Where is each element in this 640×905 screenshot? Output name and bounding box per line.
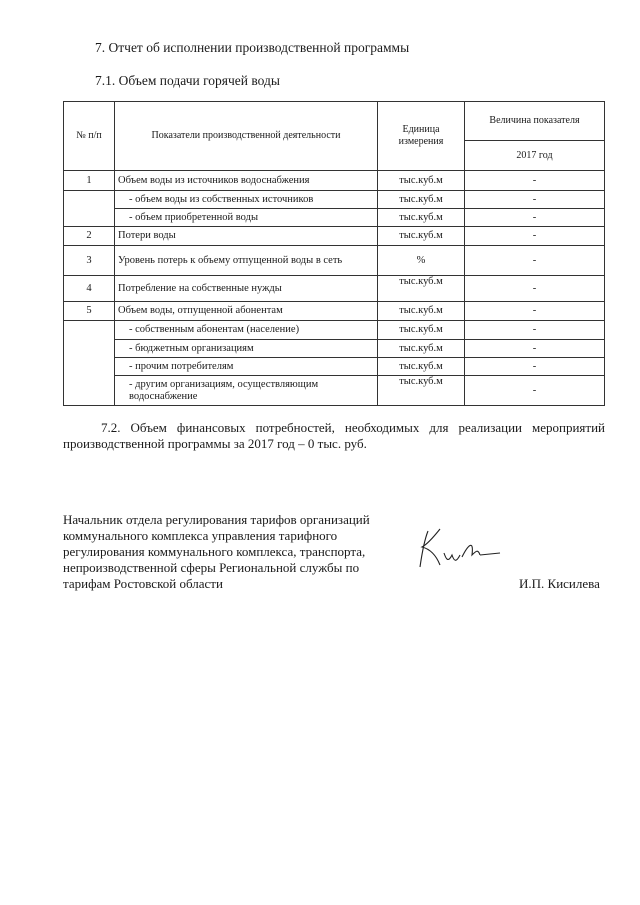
row-unit: тыс.куб.м (378, 358, 465, 376)
row-indicator: - бюджетным организациям (115, 340, 378, 358)
table-row (64, 227, 605, 246)
row-value: - (465, 358, 605, 376)
row-indicator: Потребление на собственные нужды (115, 276, 378, 302)
table-row (64, 376, 605, 406)
row-unit: тыс.куб.м (378, 276, 465, 302)
row-value: - (465, 276, 605, 302)
table-row (64, 302, 605, 321)
table-row (64, 321, 605, 340)
row-value: - (465, 340, 605, 358)
row-unit: тыс.куб.м (378, 340, 465, 358)
row-num: 1 (64, 171, 115, 191)
row-unit: тыс.куб.м (378, 321, 465, 340)
table-row (64, 340, 605, 358)
row-unit: тыс.куб.м (378, 227, 465, 246)
row-unit: тыс.куб.м (378, 171, 465, 191)
signatory-name: И.П. Кисилева (519, 576, 600, 591)
subsection-heading: 7.1. Объем подачи горячей воды (95, 73, 280, 88)
header-num: № п/п (64, 102, 115, 171)
hot-water-table (63, 101, 605, 406)
header-year: 2017 год (465, 141, 605, 171)
table-row (64, 191, 605, 209)
row-value: - (465, 171, 605, 191)
row-num: 5 (64, 302, 115, 321)
table-row (64, 209, 605, 227)
header-value: Величина показателя (465, 102, 605, 141)
row-unit: тыс.куб.м (378, 191, 465, 209)
row-unit: % (378, 246, 465, 276)
row-indicator: Объем воды из источников водоснабжения (115, 171, 378, 191)
table-row (64, 246, 605, 276)
table-row (64, 276, 605, 302)
handwritten-signature (418, 525, 504, 573)
row-value: - (465, 209, 605, 227)
signatory-position: Начальник отдела регулирования тарифов организаций коммунального комплекса управления тарифного регулирования коммунального комплекса, транспорта, непроизводственной сферы Региональной службы по тарифам Ростовской области (63, 512, 370, 591)
row-num (64, 321, 115, 406)
row-indicator: Объем воды, отпущенной абонентам (115, 302, 378, 321)
row-num: 2 (64, 227, 115, 246)
row-indicator: - объем воды из собственных источников (115, 191, 378, 209)
paragraph-text: 7.2. Объем финансовых потребностей, необходимых для реализации мероприятий производственной программы за 2017 год – 0 тыс. руб. (63, 420, 605, 451)
table-row (64, 171, 605, 191)
row-indicator: - собственным абонентам (население) (115, 321, 378, 340)
row-value: - (465, 227, 605, 246)
row-num: 4 (64, 276, 115, 302)
row-indicator: Уровень потерь к объему отпущенной воды в сеть (115, 246, 378, 276)
row-unit: тыс.куб.м (378, 209, 465, 227)
table-row (64, 358, 605, 376)
row-value: - (465, 246, 605, 276)
row-indicator: - прочим потребителям (115, 358, 378, 376)
row-num (64, 191, 115, 227)
row-value: - (465, 376, 605, 406)
row-num: 3 (64, 246, 115, 276)
row-value: - (465, 302, 605, 321)
row-indicator: Потери воды (115, 227, 378, 246)
row-unit: тыс.куб.м (378, 302, 465, 321)
row-indicator: - объем приобретенной воды (115, 209, 378, 227)
row-indicator: - другим организациям, осуществляющим водоснабжение (115, 376, 378, 406)
section-heading: 7. Отчет об исполнении производственной программы (95, 40, 410, 55)
header-indicator: Показатели производственной деятельности (115, 102, 378, 171)
row-value: - (465, 191, 605, 209)
header-unit: Единица измерения (378, 102, 465, 171)
row-unit: тыс.куб.м (378, 376, 465, 406)
row-value: - (465, 321, 605, 340)
financial-needs-paragraph (63, 420, 605, 452)
